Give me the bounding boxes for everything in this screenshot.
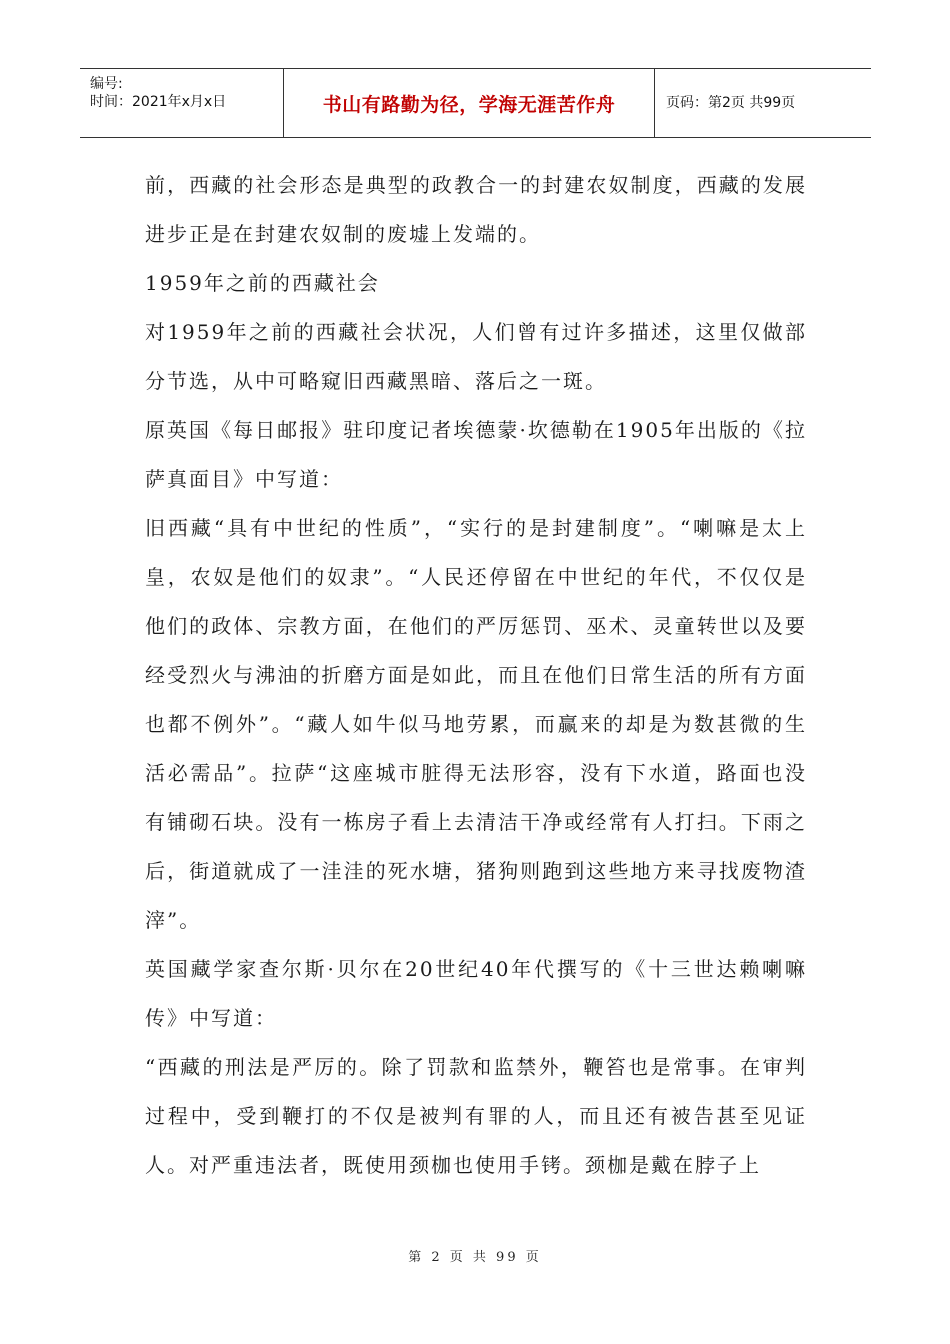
quote-paragraph: 旧西藏“具有中世纪的性质”，“实行的是封建制度”。“喇嘛是太上皇，农奴是他们的奴隶”。“人民还停留在中世纪的年代，不仅仅是他们的政体、宗教方面，在他们的严厉惩罚、巫术、灵童转世以及要经受烈火与沸油的折磨方面是如此，而且在他们日常生活的所有方面也都不例外”。“藏人如牛似马地劳累，而赢来的却是为数甚微的生活必需品”。拉萨“这座城市脏得无法形容，没有下水道，路面也没有铺砌石块。没有一栋房子看上去清洁干净或经常有人打扫。下雨之后，街道就成了一洼洼的死水塘，猪狗则跑到这些地方来寻找废物渣滓”。: [145, 516, 807, 932]
header-page-info: 页码：第2页 共99页: [666, 95, 796, 111]
paragraph: 对1959年之前的西藏社会状况，人们曾有过许多描述，这里仅做部分节选，从中可略窥旧西藏黑暗、落后之一斑。: [145, 320, 807, 393]
header-meta-cell: [80, 69, 283, 137]
document-body: [145, 161, 807, 1190]
document-code-label: 编号:: [90, 76, 123, 92]
page-header: [80, 68, 871, 138]
paragraph: 原英国《每日邮报》驻印度记者埃德蒙·坎德勒在1905年出版的《拉萨真面目》中写道：: [145, 418, 807, 491]
paragraph: 英国藏学家查尔斯·贝尔在20世纪40年代撰写的《十三世达赖喇嘛传》中写道：: [145, 957, 807, 1030]
document-date: 时间：2021年x月x日: [90, 94, 227, 110]
header-motto: 书山有路勤为径，学海无涯苦作舟: [322, 93, 616, 116]
header-motto-cell: [283, 69, 655, 137]
paragraph: 前，西藏的社会形态是典型的政教合一的封建农奴制度，西藏的发展进步正是在封建农奴制的废墟上发端的。: [145, 173, 807, 246]
quote-paragraph: “西藏的刑法是严厉的。除了罚款和监禁外，鞭笞也是常事。在审判过程中，受到鞭打的不仅是被判有罪的人，而且还有被告甚至见证人。对严重违法者，既使用颈枷也使用手铐。颈枷是戴在脖子上: [145, 1055, 807, 1177]
header-page-cell: [654, 69, 871, 137]
page-footer: 第 2 页 共 99 页: [408, 1250, 542, 1265]
section-heading: 1959年之前的西藏社会: [145, 271, 380, 295]
